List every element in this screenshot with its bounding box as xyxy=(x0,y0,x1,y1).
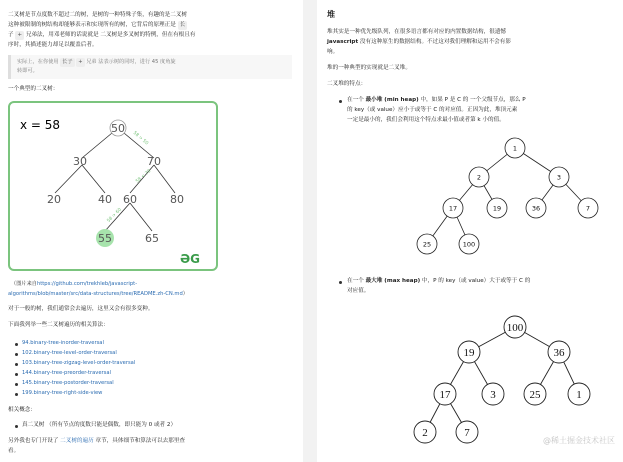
bullet-icon xyxy=(15,373,18,376)
quote-text-a: 实际上，在你使用 xyxy=(17,59,59,65)
heap-p3: 二叉堆的特点： xyxy=(327,81,367,87)
min-heap-node: 1 xyxy=(512,144,518,153)
bullet-icon xyxy=(15,425,18,428)
max-heap-node: 2 xyxy=(422,427,428,439)
max-heap-node: 17 xyxy=(439,389,451,401)
watermark: @稀土掘金技术社区 xyxy=(543,436,615,445)
footer-line-2: 看。 xyxy=(8,448,20,454)
min-heap-node: 17 xyxy=(448,204,458,213)
bullet-icon xyxy=(15,363,18,366)
intro-line-3 xyxy=(8,31,195,40)
algorithm-link[interactable]: 102.binary-tree-level-order-traversal xyxy=(22,350,117,356)
tree-node: 30 xyxy=(73,155,87,168)
footer-line-1 xyxy=(8,437,185,446)
bullet-icon xyxy=(339,100,342,103)
min-heap-node: 2 xyxy=(476,173,482,182)
max-heap-diagram xyxy=(407,310,617,455)
algorithm-link[interactable]: 144.binary-tree-preorder-traversal xyxy=(22,370,111,376)
bullet-icon xyxy=(339,281,342,284)
tree-node: 50 xyxy=(111,122,125,135)
min-heap-diagram xyxy=(412,132,612,262)
max-heap-line-1 xyxy=(347,277,530,286)
max-heap-node: 36 xyxy=(553,347,565,359)
intro-line-1: 二叉树是节点度数不超过二的树，是树的一种特殊子集，有趣的是二叉树 xyxy=(8,12,188,18)
min-heap-node: 19 xyxy=(492,204,502,213)
bullet-icon xyxy=(15,353,18,356)
code-chip: 长 xyxy=(179,22,186,28)
bullet-icon xyxy=(15,343,18,346)
right-page xyxy=(317,0,623,462)
search-value-label: x = 58 xyxy=(20,118,61,132)
concept-heading: 相关概念： xyxy=(8,407,36,413)
intro-line-4: 序时，其描述能力却足以覆盖后者。 xyxy=(8,42,98,48)
source-link[interactable]: https://github.com/trekhleb/javascript- xyxy=(36,281,138,287)
tree-node: 65 xyxy=(145,232,159,245)
source-line-1 xyxy=(11,280,137,289)
code-chip: + xyxy=(78,59,83,65)
gfg-logo-icon: ƏG xyxy=(179,252,200,266)
quote-line-1 xyxy=(17,58,176,67)
intro-line-2 xyxy=(8,21,187,30)
max-heap-node: 25 xyxy=(529,389,541,401)
edge-label: 58 > 50 xyxy=(131,130,149,147)
max-heap-line-2: 对应值。 xyxy=(347,288,370,294)
intro-line-3-text-a: 子 xyxy=(8,32,14,38)
source-line-2 xyxy=(8,290,188,299)
min-heap-line-2: 的 key（或 value）应小于或等于 C 的对应值。正因为此，堆顶元素 xyxy=(347,107,518,113)
algorithm-link[interactable]: 103.binary-tree-zigzag-level-order-traversal xyxy=(22,360,136,366)
tree-node: 60 xyxy=(123,193,137,206)
min-heap-text-c: 中，如果 P 是 C 的 一个父级节点，那么 P xyxy=(420,97,526,103)
heap-p1-line-2 xyxy=(327,38,511,47)
list-heading: 下面我列举一些二叉树遍历的相关算法： xyxy=(8,322,109,328)
tree-node: 80 xyxy=(170,193,184,206)
algorithm-link[interactable]: 94.binary-tree-inorder-traversal xyxy=(22,340,104,346)
example-heading: 一个典型的二叉树： xyxy=(8,86,59,92)
quote-text-b: 兄弟 法表示树的同时，进行 45 度角旋 xyxy=(86,59,176,65)
max-heap-node: 3 xyxy=(490,389,496,401)
intro-line-2-text: 这种被限制的树结构却能够表示和实现所有的树，它背后的原理正是 xyxy=(8,22,176,28)
page-gutter xyxy=(303,0,317,462)
source-suffix: ） xyxy=(182,291,188,297)
algorithm-link[interactable]: 199.binary-tree-right-side-view xyxy=(22,390,103,396)
algorithm-link[interactable]: 145.binary-tree-postorder-traversal xyxy=(22,380,114,386)
min-heap-node: 7 xyxy=(585,204,591,213)
traversal-chapter-link[interactable]: 二叉树的遍历 xyxy=(60,438,94,444)
bullet-icon xyxy=(15,383,18,386)
left-page xyxy=(0,0,303,462)
heap-p1-line-1: 堆其实是一种优先级队列，在很多语言都有对应的内置数据结构，很遗憾 xyxy=(327,29,507,35)
max-heap-node: 7 xyxy=(464,427,470,439)
tree-node: 70 xyxy=(147,155,161,168)
heap-p2: 堆的一种典型的实现就是二叉堆。 xyxy=(327,65,411,71)
binary-tree-figure xyxy=(8,101,218,271)
footer-text-a: 另外我也专门开设了 xyxy=(8,438,59,444)
javascript-keyword: javascript xyxy=(327,39,359,45)
tree-node: 55 xyxy=(98,232,112,245)
source-link-continued[interactable]: algorithms/blob/master/src/data-structures/tree/README.zh-CN.md xyxy=(8,291,183,297)
min-heap-node: 36 xyxy=(531,204,541,213)
footer-text-b: 章节，具体细节和算法可以去那里查 xyxy=(95,438,186,444)
tree-note: 对于一般的树，我们通常会去遍历，这里又会有很多变种。 xyxy=(8,306,154,312)
min-heap-text-a: 在一个 xyxy=(347,97,364,103)
binary-tree-svg xyxy=(10,103,216,269)
max-heap-node: 100 xyxy=(506,322,524,334)
min-heap-line-1 xyxy=(347,96,526,105)
max-heap-node: 19 xyxy=(463,347,475,359)
edge-label: 58 > 60 xyxy=(106,207,123,224)
intro-line-3-text-b: 兄弟法，用邓老师的话说就是 二叉树是多叉树的特例，但在有根且有 xyxy=(25,32,196,38)
heap-heading: 堆 xyxy=(327,10,335,19)
min-heap-term: 最小堆 (min heap) xyxy=(365,97,419,103)
heap-p1-line-2-rest: 没有这种原生的数据结构。不过这对我们理解和运用不会有影 xyxy=(359,39,511,45)
max-heap-term: 最大堆 (max heap) xyxy=(365,278,421,284)
max-heap-text-a: 在一个 xyxy=(347,278,364,284)
edge-label: 58 < 70 xyxy=(135,168,153,185)
min-heap-node: 100 xyxy=(462,240,476,249)
max-heap-text-c: 中，P 的 key（或 value）大于或等于 C 的 xyxy=(421,278,531,284)
min-heap-node: 25 xyxy=(422,240,432,249)
heap-p1-line-3: 响。 xyxy=(327,49,339,55)
max-heap-node: 1 xyxy=(576,389,582,401)
code-chip: + xyxy=(17,32,23,38)
tree-node: 20 xyxy=(47,193,61,206)
quote-line-2: 转即可。 xyxy=(17,68,38,74)
tree-node: 40 xyxy=(98,193,112,206)
min-heap-line-3: 一定是最小的，我们会利用这个特点求最小值或者第 k 小的值。 xyxy=(347,117,505,123)
min-heap-node: 3 xyxy=(556,173,562,182)
code-chip: 长子 xyxy=(62,59,73,65)
bullet-icon xyxy=(15,393,18,396)
concept-item: 真二叉树 （所有节点的度数只能是偶数，即只能为 0 或者 2） xyxy=(22,422,177,428)
source-prefix: （图片来自 xyxy=(11,281,37,287)
